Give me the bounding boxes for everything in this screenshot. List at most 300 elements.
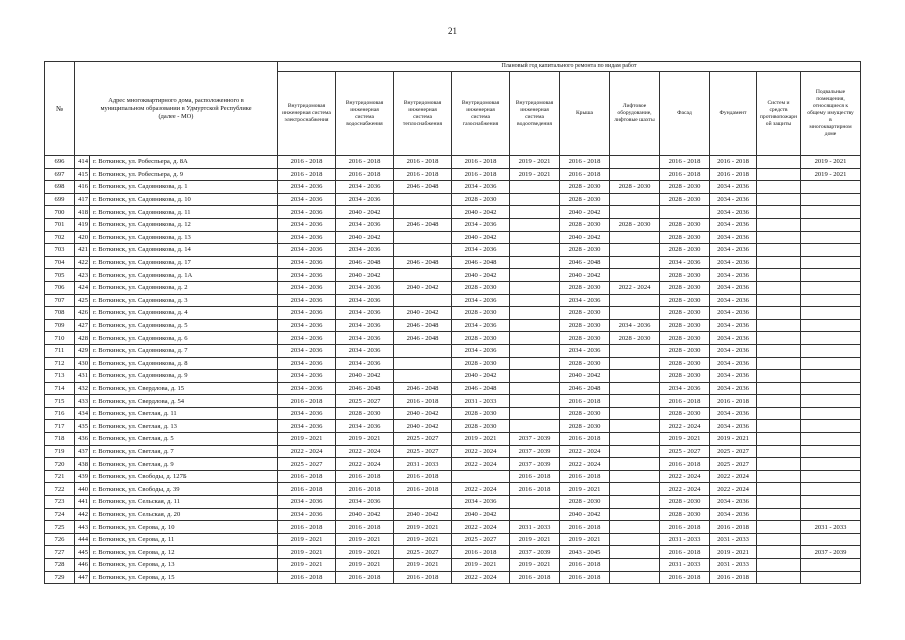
row-year-cell: 2034 - 2036: [660, 256, 710, 269]
row-year-cell: 2019 - 2021: [710, 433, 757, 446]
table-row: [45, 559, 861, 572]
row-year-cell: [757, 307, 801, 320]
row-number: 699: [45, 193, 75, 206]
row-year-cell: [610, 508, 660, 521]
row-number: 721: [45, 470, 75, 483]
row-year-cell: 2028 - 2030: [452, 357, 510, 370]
row-year-cell: 2022 - 2024: [452, 521, 510, 534]
header-work-type-line: относящиеся к: [812, 103, 849, 109]
row-mo-number: 439: [75, 470, 90, 483]
row-year-cell: 2016 - 2018: [560, 156, 610, 169]
table-body: [45, 156, 861, 584]
row-year-cell: [801, 218, 861, 231]
row-year-cell: 2034 - 2036: [336, 344, 394, 357]
row-year-cell: 2046 - 2048: [560, 382, 610, 395]
row-year-cell: 2019 - 2021: [560, 483, 610, 496]
row-year-cell: [801, 445, 861, 458]
row-year-cell: 2034 - 2036: [452, 319, 510, 332]
row-year-cell: [801, 281, 861, 294]
row-year-cell: [610, 269, 660, 282]
row-year-cell: 2034 - 2036: [336, 294, 394, 307]
row-year-cell: 2028 - 2030: [660, 370, 710, 383]
row-year-cell: 2034 - 2036: [278, 294, 336, 307]
row-year-cell: 2028 - 2030: [610, 332, 660, 345]
row-year-cell: 2028 - 2030: [560, 193, 610, 206]
row-year-cell: 2028 - 2030: [560, 307, 610, 320]
table-row: [45, 483, 861, 496]
row-year-cell: [510, 319, 560, 332]
row-year-cell: 2022 - 2024: [336, 458, 394, 471]
row-address: г. Воткинск, ул. Садовникова, д. 10: [90, 193, 278, 206]
row-year-cell: 2040 - 2042: [452, 508, 510, 521]
row-year-cell: 2034 - 2036: [336, 281, 394, 294]
row-year-cell: 2046 - 2048: [394, 332, 452, 345]
table-row: [45, 218, 861, 231]
row-mo-number: 421: [75, 244, 90, 257]
row-year-cell: 2034 - 2036: [710, 382, 757, 395]
row-year-cell: 2031 - 2033: [660, 559, 710, 572]
row-year-cell: 2019 - 2021: [336, 533, 394, 546]
row-year-cell: 2016 - 2018: [660, 395, 710, 408]
row-year-cell: 2019 - 2021: [801, 156, 861, 169]
row-year-cell: 2028 - 2030: [452, 407, 510, 420]
row-year-cell: 2028 - 2030: [452, 332, 510, 345]
row-year-cell: [510, 307, 560, 320]
header-work-type-line: Фундамент: [719, 110, 747, 116]
row-year-cell: [394, 231, 452, 244]
row-year-cell: [801, 269, 861, 282]
row-year-cell: [801, 470, 861, 483]
row-year-cell: [510, 508, 560, 521]
row-address: г. Воткинск, ул. Садовникова, д. 12: [90, 218, 278, 231]
row-year-cell: 2019 - 2021: [452, 559, 510, 572]
row-year-cell: 2034 - 2036: [336, 307, 394, 320]
row-year-cell: 2016 - 2018: [560, 571, 610, 584]
row-year-cell: 2034 - 2036: [278, 407, 336, 420]
row-year-cell: 2034 - 2036: [710, 307, 757, 320]
row-year-cell: 2031 - 2033: [710, 533, 757, 546]
row-year-cell: [801, 294, 861, 307]
row-number: 728: [45, 559, 75, 572]
row-year-cell: 2040 - 2042: [336, 508, 394, 521]
row-year-cell: 2028 - 2030: [660, 294, 710, 307]
row-year-cell: 2040 - 2042: [560, 206, 610, 219]
row-mo-number: 419: [75, 218, 90, 231]
header-address-line: (далее - МО): [158, 112, 194, 120]
row-number: 707: [45, 294, 75, 307]
row-year-cell: 2034 - 2036: [710, 294, 757, 307]
row-year-cell: 2016 - 2018: [452, 546, 510, 559]
row-year-cell: 2016 - 2018: [336, 168, 394, 181]
row-number: 701: [45, 218, 75, 231]
row-address: г. Воткинск, ул. Садовникова, д. 2: [90, 281, 278, 294]
row-mo-number: 418: [75, 206, 90, 219]
table-row: [45, 433, 861, 446]
row-year-cell: 2031 - 2033: [801, 521, 861, 534]
row-year-cell: [801, 231, 861, 244]
row-mo-number: 416: [75, 181, 90, 194]
table-row: [45, 231, 861, 244]
row-year-cell: 2028 - 2030: [660, 244, 710, 257]
row-year-cell: 2034 - 2036: [278, 231, 336, 244]
row-year-cell: [757, 458, 801, 471]
row-number: 696: [45, 156, 75, 169]
row-year-cell: 2022 - 2024: [710, 470, 757, 483]
table-row: [45, 206, 861, 219]
table-row: [45, 521, 861, 534]
row-year-cell: [394, 294, 452, 307]
row-year-cell: 2040 - 2042: [560, 269, 610, 282]
row-year-cell: 2019 - 2021: [510, 533, 560, 546]
header-work-type-line: система: [471, 113, 490, 120]
header-work-type-line: Внутридомовая: [287, 103, 326, 109]
row-year-cell: 2034 - 2036: [710, 281, 757, 294]
row-address: г. Воткинск, ул. Серова, д. 15: [90, 571, 278, 584]
row-year-cell: 2034 - 2036: [710, 357, 757, 370]
header-work-type-line: система: [355, 113, 374, 120]
row-year-cell: 2034 - 2036: [278, 357, 336, 370]
header-work-type-line: Внутридомовая: [515, 99, 554, 106]
row-number: 726: [45, 533, 75, 546]
row-year-cell: 2028 - 2030: [660, 496, 710, 509]
row-year-cell: 2043 - 2045: [560, 546, 610, 559]
row-year-cell: [610, 445, 660, 458]
row-year-cell: [394, 193, 452, 206]
row-year-cell: 2034 - 2036: [710, 231, 757, 244]
row-year-cell: 2016 - 2018: [560, 470, 610, 483]
row-number: 715: [45, 395, 75, 408]
row-address: г. Воткинск, ул. Свободы, д. 127Б: [90, 470, 278, 483]
row-year-cell: [610, 458, 660, 471]
row-year-cell: 2028 - 2030: [560, 319, 610, 332]
row-year-cell: [757, 269, 801, 282]
row-mo-number: 438: [75, 458, 90, 471]
row-year-cell: 2034 - 2036: [452, 218, 510, 231]
row-year-cell: 2028 - 2030: [660, 281, 710, 294]
row-year-cell: 2028 - 2030: [560, 357, 610, 370]
header-work-type-line: ой защиты: [765, 120, 792, 127]
row-year-cell: 2046 - 2048: [452, 382, 510, 395]
row-year-cell: 2016 - 2018: [660, 458, 710, 471]
row-mo-number: 427: [75, 319, 90, 332]
row-year-cell: 2028 - 2030: [452, 307, 510, 320]
row-mo-number: 447: [75, 571, 90, 584]
row-year-cell: 2016 - 2018: [278, 483, 336, 496]
row-year-cell: 2016 - 2018: [278, 521, 336, 534]
row-year-cell: 2016 - 2018: [336, 521, 394, 534]
row-number: 704: [45, 256, 75, 269]
row-year-cell: [394, 357, 452, 370]
row-year-cell: 2034 - 2036: [710, 370, 757, 383]
row-number: 702: [45, 231, 75, 244]
row-year-cell: [757, 521, 801, 534]
table-row: [45, 357, 861, 370]
row-address: г. Воткинск, ул. Свердлова, д. 54: [90, 395, 278, 408]
table-row: [45, 445, 861, 458]
header-address-line: муниципальном образовании в Удмуртской Республике: [100, 104, 252, 112]
row-year-cell: [610, 256, 660, 269]
row-year-cell: 2016 - 2018: [336, 571, 394, 584]
row-mo-number: 415: [75, 168, 90, 181]
row-year-cell: 2040 - 2042: [452, 269, 510, 282]
row-year-cell: [801, 256, 861, 269]
row-year-cell: 2034 - 2036: [336, 332, 394, 345]
row-year-cell: 2028 - 2030: [560, 407, 610, 420]
row-year-cell: 2028 - 2030: [660, 407, 710, 420]
row-year-cell: [510, 294, 560, 307]
row-year-cell: 2016 - 2018: [710, 395, 757, 408]
row-year-cell: 2034 - 2036: [710, 344, 757, 357]
row-year-cell: [801, 206, 861, 219]
row-year-cell: 2028 - 2030: [610, 181, 660, 194]
row-number: 710: [45, 332, 75, 345]
row-year-cell: 2034 - 2036: [278, 508, 336, 521]
row-year-cell: 2046 - 2048: [336, 382, 394, 395]
row-year-cell: 2040 - 2042: [394, 420, 452, 433]
row-year-cell: 2046 - 2048: [560, 256, 610, 269]
row-year-cell: 2016 - 2018: [510, 571, 560, 584]
row-year-cell: [801, 483, 861, 496]
header-work-type-line: оборудование,: [617, 110, 652, 116]
row-year-cell: [757, 370, 801, 383]
row-address: г. Воткинск, ул. Серова, д. 13: [90, 559, 278, 572]
row-year-cell: [510, 332, 560, 345]
table-row: [45, 281, 861, 294]
header-work-type: [278, 72, 336, 156]
row-year-cell: 2025 - 2027: [394, 546, 452, 559]
row-year-cell: 2028 - 2030: [660, 357, 710, 370]
row-year-cell: 2019 - 2021: [510, 168, 560, 181]
row-mo-number: 429: [75, 344, 90, 357]
row-year-cell: 2022 - 2024: [610, 281, 660, 294]
row-year-cell: 2034 - 2036: [336, 357, 394, 370]
row-year-cell: 2046 - 2048: [394, 319, 452, 332]
header-work-type-line: многоквартирном: [809, 124, 852, 130]
capital-repair-table: [44, 61, 861, 584]
row-year-cell: 2034 - 2036: [336, 193, 394, 206]
row-year-cell: [757, 533, 801, 546]
row-year-cell: 2016 - 2018: [394, 483, 452, 496]
row-year-cell: [610, 395, 660, 408]
row-year-cell: [757, 508, 801, 521]
row-year-cell: 2025 - 2027: [660, 445, 710, 458]
header-work-type-line: Лифтовое: [622, 103, 647, 109]
row-year-cell: [757, 483, 801, 496]
row-year-cell: 2034 - 2036: [278, 420, 336, 433]
row-address: г. Воткинск, ул. Садовникова, д. 13: [90, 231, 278, 244]
row-year-cell: 2016 - 2018: [710, 168, 757, 181]
row-year-cell: 2016 - 2018: [560, 433, 610, 446]
table-row: [45, 193, 861, 206]
row-year-cell: [757, 445, 801, 458]
row-year-cell: [610, 533, 660, 546]
row-year-cell: 2016 - 2018: [660, 521, 710, 534]
row-year-cell: 2040 - 2042: [452, 206, 510, 219]
row-year-cell: 2016 - 2018: [452, 168, 510, 181]
row-year-cell: 2022 - 2024: [660, 420, 710, 433]
row-year-cell: [801, 559, 861, 572]
row-year-cell: 2034 - 2036: [710, 193, 757, 206]
header-work-type-line: инженерная: [466, 106, 495, 113]
row-year-cell: 2040 - 2042: [336, 231, 394, 244]
row-number: 705: [45, 269, 75, 282]
row-year-cell: [510, 496, 560, 509]
row-number: 722: [45, 483, 75, 496]
row-year-cell: 2016 - 2018: [510, 483, 560, 496]
row-year-cell: 2034 - 2036: [278, 319, 336, 332]
row-year-cell: 2016 - 2018: [394, 395, 452, 408]
row-year-cell: 2034 - 2036: [336, 218, 394, 231]
row-year-cell: 2034 - 2036: [710, 181, 757, 194]
row-year-cell: 2028 - 2030: [560, 332, 610, 345]
row-year-cell: [757, 181, 801, 194]
row-year-cell: 2025 - 2027: [710, 458, 757, 471]
row-year-cell: 2040 - 2042: [336, 269, 394, 282]
row-year-cell: 2034 - 2036: [710, 508, 757, 521]
row-year-cell: [394, 244, 452, 257]
table-row: [45, 533, 861, 546]
row-mo-number: 417: [75, 193, 90, 206]
table-row: [45, 256, 861, 269]
row-year-cell: 2046 - 2048: [394, 181, 452, 194]
row-year-cell: [510, 357, 560, 370]
row-year-cell: 2040 - 2042: [560, 508, 610, 521]
row-year-cell: 2034 - 2036: [452, 294, 510, 307]
row-year-cell: 2016 - 2018: [660, 168, 710, 181]
row-year-cell: 2016 - 2018: [660, 571, 710, 584]
row-year-cell: 2016 - 2018: [336, 156, 394, 169]
row-year-cell: 2040 - 2042: [336, 206, 394, 219]
row-year-cell: 2022 - 2024: [560, 445, 610, 458]
row-year-cell: [801, 407, 861, 420]
row-year-cell: [801, 458, 861, 471]
row-year-cell: [610, 420, 660, 433]
row-year-cell: [801, 244, 861, 257]
row-year-cell: 2034 - 2036: [710, 206, 757, 219]
row-year-cell: [757, 470, 801, 483]
row-year-cell: 2034 - 2036: [278, 193, 336, 206]
row-year-cell: 2016 - 2018: [394, 470, 452, 483]
row-mo-number: 425: [75, 294, 90, 307]
row-year-cell: 2025 - 2027: [710, 445, 757, 458]
row-number: 729: [45, 571, 75, 584]
row-year-cell: 2025 - 2027: [278, 458, 336, 471]
table-row: [45, 181, 861, 194]
row-year-cell: 2016 - 2018: [336, 483, 394, 496]
row-mo-number: 436: [75, 433, 90, 446]
table-row: [45, 319, 861, 332]
row-year-cell: [510, 269, 560, 282]
row-year-cell: [510, 193, 560, 206]
row-year-cell: [510, 407, 560, 420]
row-year-cell: [757, 319, 801, 332]
row-year-cell: [510, 395, 560, 408]
row-year-cell: 2016 - 2018: [560, 559, 610, 572]
row-year-cell: 2034 - 2036: [710, 269, 757, 282]
row-year-cell: 2028 - 2030: [336, 407, 394, 420]
row-number: 700: [45, 206, 75, 219]
row-year-cell: [757, 218, 801, 231]
row-year-cell: 2019 - 2021: [660, 433, 710, 446]
row-year-cell: 2019 - 2021: [336, 559, 394, 572]
row-year-cell: [510, 231, 560, 244]
row-address: г. Воткинск, ул. Светлая, д. 11: [90, 407, 278, 420]
row-number: 724: [45, 508, 75, 521]
row-year-cell: 2037 - 2039: [510, 445, 560, 458]
row-year-cell: [610, 168, 660, 181]
header-work-type-line: помещения,: [816, 96, 845, 102]
row-year-cell: 2034 - 2036: [710, 256, 757, 269]
row-year-cell: [757, 559, 801, 572]
row-year-cell: 2028 - 2030: [560, 218, 610, 231]
row-year-cell: 2022 - 2024: [660, 470, 710, 483]
header-work-type-line: теплоснабжения: [402, 120, 443, 127]
row-number: 718: [45, 433, 75, 446]
row-year-cell: [757, 407, 801, 420]
row-year-cell: 2028 - 2030: [452, 420, 510, 433]
row-year-cell: [610, 370, 660, 383]
header-work-type: [757, 72, 801, 156]
row-year-cell: 2034 - 2036: [710, 244, 757, 257]
header-work-type-line: Систем и: [767, 99, 790, 106]
row-year-cell: 2022 - 2024: [660, 483, 710, 496]
row-mo-number: 433: [75, 395, 90, 408]
row-year-cell: 2034 - 2036: [452, 344, 510, 357]
table-row: [45, 508, 861, 521]
row-year-cell: 2040 - 2042: [336, 370, 394, 383]
table-row: [45, 496, 861, 509]
row-year-cell: [610, 357, 660, 370]
row-year-cell: 2034 - 2036: [560, 294, 610, 307]
row-year-cell: 2019 - 2021: [510, 156, 560, 169]
table-row: [45, 546, 861, 559]
row-year-cell: [757, 395, 801, 408]
row-year-cell: 2034 - 2036: [710, 496, 757, 509]
row-year-cell: [610, 382, 660, 395]
row-year-cell: 2022 - 2024: [336, 445, 394, 458]
row-year-cell: [801, 193, 861, 206]
row-year-cell: 2016 - 2018: [710, 156, 757, 169]
row-year-cell: 2031 - 2033: [394, 458, 452, 471]
row-year-cell: [610, 521, 660, 534]
row-address: г. Воткинск, ул. Светлая, д. 5: [90, 433, 278, 446]
row-year-cell: 2040 - 2042: [452, 370, 510, 383]
row-year-cell: 2034 - 2036: [278, 332, 336, 345]
header-work-type-line: инженерная: [350, 106, 379, 113]
row-mo-number: 426: [75, 307, 90, 320]
row-year-cell: [801, 382, 861, 395]
row-year-cell: 2028 - 2030: [610, 218, 660, 231]
header-work-type-line: водоотведения: [517, 120, 552, 127]
row-year-cell: [510, 382, 560, 395]
row-year-cell: 2031 - 2033: [452, 395, 510, 408]
row-year-cell: [394, 370, 452, 383]
row-number: 706: [45, 281, 75, 294]
row-year-cell: 2016 - 2018: [560, 521, 610, 534]
table-row: [45, 370, 861, 383]
row-address: г. Воткинск, ул. Свердлова, д. 15: [90, 382, 278, 395]
row-mo-number: 428: [75, 332, 90, 345]
row-year-cell: 2016 - 2018: [710, 521, 757, 534]
row-year-cell: 2019 - 2021: [801, 168, 861, 181]
row-year-cell: [801, 319, 861, 332]
row-year-cell: [610, 571, 660, 584]
row-year-cell: 2022 - 2024: [560, 458, 610, 471]
row-year-cell: [757, 382, 801, 395]
row-year-cell: 2034 - 2036: [710, 332, 757, 345]
header-work-type-line: электроснабжения: [284, 117, 329, 123]
table-row: [45, 395, 861, 408]
